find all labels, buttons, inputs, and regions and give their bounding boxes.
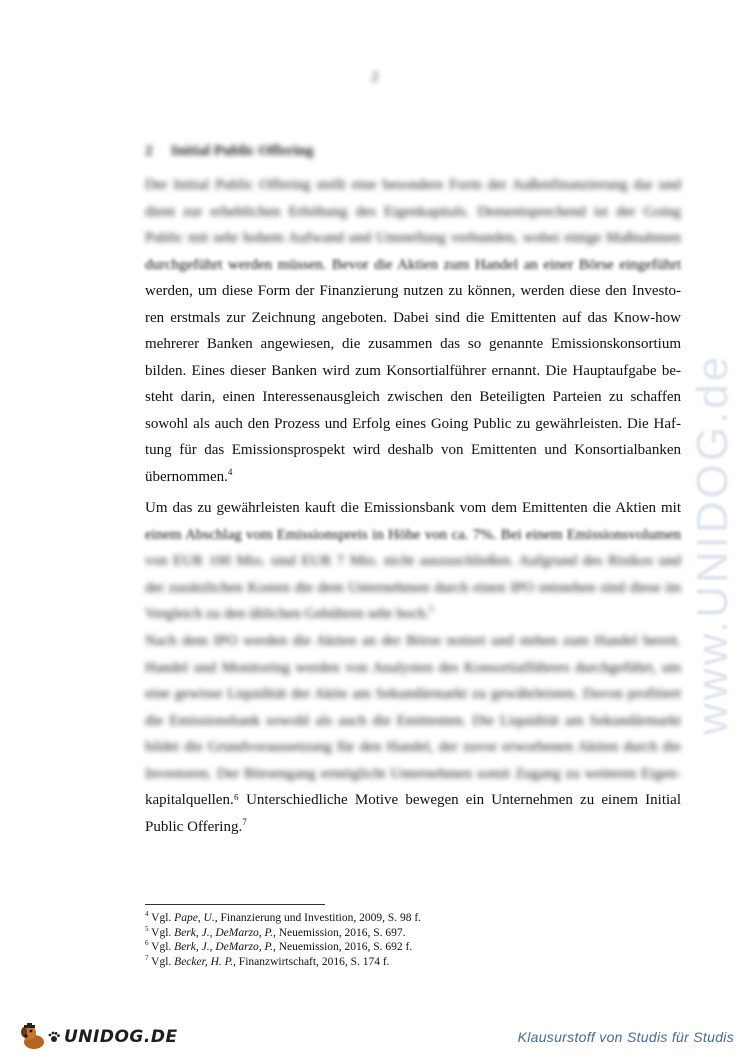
- text-line: [145, 305, 681, 332]
- text-line: [145, 411, 681, 438]
- footnote-author: Pape, U.: [174, 912, 215, 924]
- line-text: bildet die Grundvoraussetzung für den Handel, der zuvor erworbenen Aktien durch die: [145, 739, 681, 755]
- text-line: [145, 548, 681, 575]
- line-text: mehrerer Banken angewiesen, die zusammen das so genannte Emissionskonsortium: [145, 336, 681, 352]
- watermark: www.UNIDOG.de: [688, 353, 737, 735]
- footnote-7: [145, 955, 421, 970]
- line-text: von EUR 100 Mio. sind EUR 7 Mio. nicht auszuschließen. Aufgrund des Risikos und: [145, 553, 681, 569]
- text-line: [145, 495, 681, 522]
- footnote-prefix: Vgl.: [148, 941, 175, 953]
- paw-icon: [48, 1031, 60, 1043]
- footnote-6: [145, 940, 421, 955]
- text-line: [145, 761, 681, 788]
- text-line: [145, 252, 681, 279]
- line-text: Investoren. Der Börsengang ermöglicht Unternehmen somit Zugang zu weiteren Eigen-: [145, 765, 681, 782]
- footnote-source: , Finanzierung und Investition, 2009, S. 98 f.: [214, 912, 422, 924]
- text-line: [145, 628, 681, 655]
- line-text: Nach dem IPO werden die Aktien an der Börse notiert und stehen zum Handel bereit.: [145, 633, 681, 649]
- footnotes: [145, 911, 421, 969]
- line-text: kapitalquellen.⁶ Unterschiedliche Motive bewegen ein Unternehmen zu einem Initial: [145, 792, 681, 808]
- footnote-marker: 7: [242, 816, 247, 827]
- text-line: [145, 655, 681, 682]
- footnote-author: Berk, J., DeMarzo, P.: [174, 941, 273, 953]
- text-line: [145, 681, 681, 708]
- footnote-source: , Neuemission, 2016, S. 697.: [272, 926, 406, 939]
- line-text: Um das zu gewährleisten kauft die Emissionsbank vom dem Emittenten die Aktien mit: [145, 500, 681, 516]
- text-line: [145, 601, 681, 628]
- footnote-number: 4: [145, 910, 149, 919]
- text-line: [145, 708, 681, 735]
- text-line: [145, 172, 681, 199]
- text-line: [145, 384, 681, 411]
- text-line: [145, 734, 681, 761]
- line-text: steht darin, einen Interessenausgleich zwischen den Beteiligten Parteien zu schaffen: [145, 389, 681, 405]
- paragraph-2: [145, 495, 681, 628]
- text-line: [145, 437, 681, 464]
- line-text: übernommen.: [145, 468, 228, 485]
- footnote-author: Becker, H. P.: [174, 955, 234, 968]
- line-text: Public Offering.: [145, 818, 243, 835]
- text-line: [145, 464, 681, 491]
- footnote-author: Berk, J., DeMarzo, P.: [174, 926, 273, 939]
- line-text: bilden. Eines dieser Banken wird zum Konsortialführer ernannt. Die Hauptaufgabe be-: [145, 362, 681, 379]
- footnote-number: 5: [145, 924, 149, 933]
- text-line: [145, 199, 681, 226]
- text-line: [145, 522, 681, 549]
- logo-text: UNIDOG.DE: [64, 1027, 178, 1047]
- line-text: Vergleich zu den üblichen Gebühren sehr hoch.: [145, 606, 430, 622]
- footnote-source: , Finanzwirtschaft, 2016, S. 174 f.: [233, 955, 390, 968]
- footnote-number: 7: [145, 953, 149, 962]
- unidog-logo: [18, 1020, 178, 1054]
- line-text: eine gewisse Liquidität der Aktie am Sekundärmarkt zu gewährleisten. Davon profitiert: [145, 686, 681, 702]
- line-text: der zusätzlichen Kosten die dem Unternehmen durch einen IPO entstehen sind diese im: [145, 579, 681, 596]
- paragraph-1: [145, 172, 681, 490]
- footnote-4: [145, 911, 421, 926]
- page-number: 2: [371, 70, 379, 85]
- footnote-5: [145, 926, 421, 941]
- line-text: tung für das Emissionsprospekt wird deshalb von Emittenten und Konsortialbanken: [145, 442, 681, 458]
- footnote-prefix: Vgl.: [148, 912, 175, 924]
- line-text: sowohl als auch den Prozess und Erfolg eines Going Public zu gewährleisten. Die Haf-: [145, 415, 681, 432]
- footnote-divider: [145, 904, 325, 905]
- text-line: [145, 787, 681, 814]
- footnote-marker: 5: [429, 604, 434, 614]
- footnote-prefix: Vgl.: [148, 926, 175, 939]
- footnote-marker: 4: [227, 466, 233, 477]
- footnote-prefix: Vgl.: [148, 955, 175, 968]
- paragraph-3: [145, 628, 681, 840]
- text-line: [145, 225, 681, 252]
- section-title: Initial Public Offering: [171, 143, 314, 159]
- text-line: [145, 575, 681, 602]
- line-text: Der Initial Public Offering stellt eine besondere Form der Außenfinanzierung dar und: [145, 177, 681, 193]
- text-line: [145, 278, 681, 305]
- slogan: Klausurstoff von Studis für Studis: [517, 1029, 734, 1045]
- line-text: durchgeführt werden müssen. Bevor die Aktien zum Handel an einer Börse eingeführt: [145, 256, 681, 273]
- section-number: 2: [145, 143, 153, 159]
- line-text: Public mit sehr hohem Aufwand und Umstellung verbunden, wobei einige Maßnahmen: [145, 230, 681, 246]
- section-heading: [145, 143, 314, 160]
- line-text: Handel und Monitoring werden von Analysten des Konsortialführers durchgeführt, um: [145, 659, 681, 676]
- text-line: [145, 814, 681, 841]
- text-line: [145, 358, 681, 385]
- line-text: dient zur erheblichen Erhöhung des Eigenkapitals. Dementsprechend ist der Going: [145, 203, 681, 220]
- dog-mascot-icon: [18, 1022, 48, 1052]
- footnote-source: , Neuemission, 2016, S. 692 f.: [272, 941, 413, 953]
- text-line: [145, 331, 681, 358]
- line-text: einem Abschlag vom Emissionspreis in Höhe von ca. 7%. Bei einem Emissionsvolumen: [145, 526, 681, 543]
- line-text: die Emissionsbank sowohl als auch die Emittenten. Die Liquidität am Sekundärmarkt: [145, 712, 681, 729]
- line-text: werden, um diese Form der Finanzierung nutzen zu können, werden diese den Investo-: [145, 283, 681, 299]
- footnote-number: 6: [145, 939, 149, 948]
- line-text: ren erstmals zur Zeichnung angeboten. Dabei sind die Emittenten auf das Know-how: [145, 309, 681, 326]
